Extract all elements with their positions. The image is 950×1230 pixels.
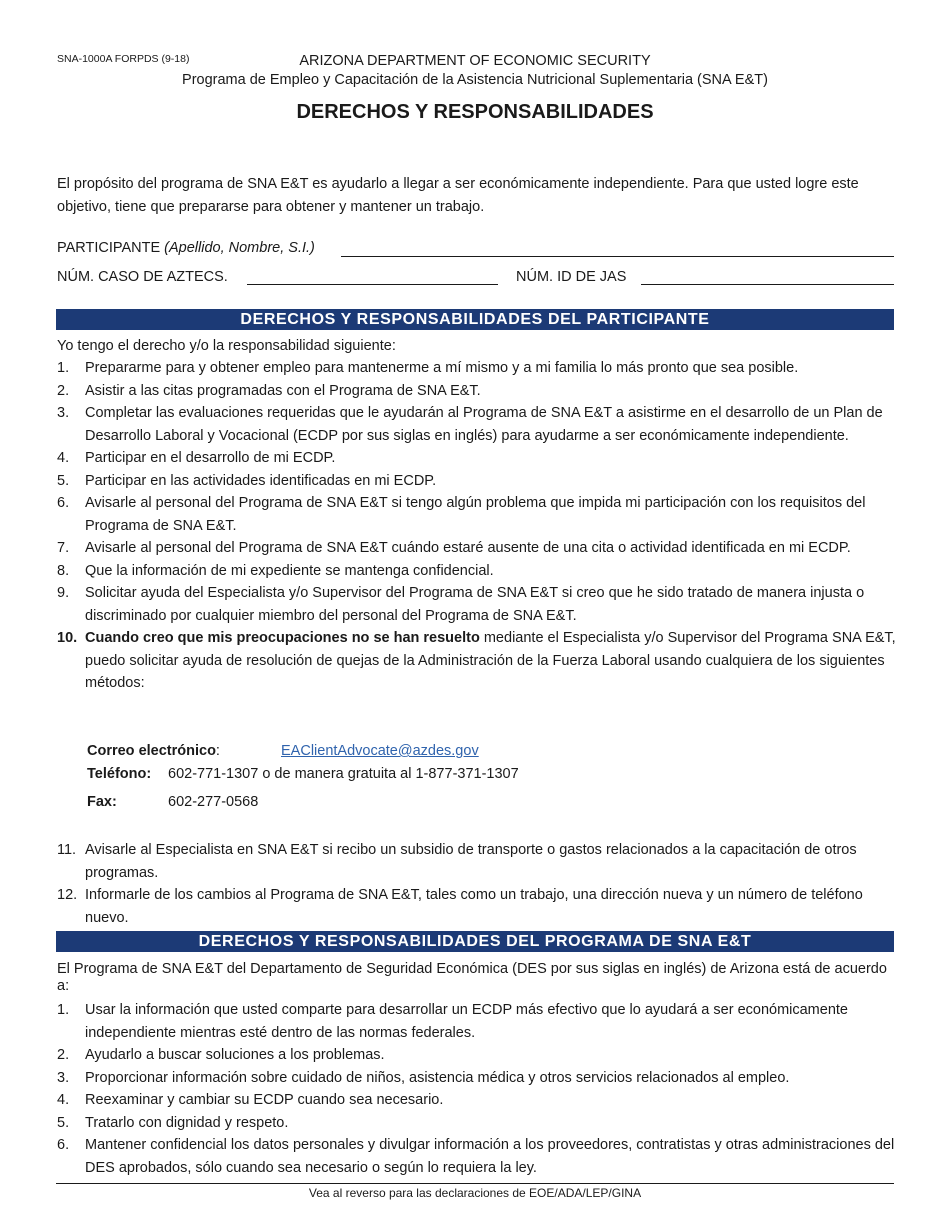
- fax-value: 602-277-0568: [168, 794, 259, 810]
- email-label: Correo electrónico: [87, 743, 216, 759]
- list-item: 1. Prepararme para y obtener empleo para mantenerme a mí mismo y a mi familia lo más pronto que sea posible.: [57, 360, 799, 376]
- participant-section-intro: Yo tengo el derecho y/o la responsabilidad siguiente:: [57, 338, 396, 354]
- program-responsibilities-list: [57, 999, 897, 1179]
- purpose-paragraph: El propósito del programa de SNA E&T es ayudarlo a llegar a ser económicamente independiente. Para que usted logre este objetivo, tiene que prepararse para obtener y mantener un trabajo.: [57, 176, 859, 215]
- list-item: 4. Participar en el desarrollo de mi ECDP.: [57, 450, 336, 466]
- list-item: 12. Informarle de los cambios al Programa de SNA E&T, tales como un trabajo, una dirección nueva y un número de teléfono nuevo.: [57, 887, 863, 926]
- program-section-heading: DERECHOS Y RESPONSABILIDADES DEL PROGRAMA DE SNA E&T: [56, 931, 894, 952]
- list-item: 1. Usar la información que usted comparte para desarrollar un ECDP más efectivo que lo ayudará a ser económicamente independiente mientras esté dentro de las normas federales.: [57, 1002, 848, 1041]
- fax-label: Fax:: [87, 794, 117, 810]
- list-item: 2. Ayudarlo a buscar soluciones a los problemas.: [57, 1047, 385, 1063]
- participant-input[interactable]: [341, 256, 894, 257]
- jas-id-label: NÚM. ID DE JAS: [516, 269, 627, 285]
- phone-value: 602-771-1307 o de manera gratuita al 1-877-371-1307: [168, 766, 519, 782]
- phone-label: Teléfono:: [87, 766, 152, 782]
- footer-note: Vea al reverso para las declaraciones de EOE/ADA/LEP/GINA: [308, 1186, 642, 1200]
- jas-id-input[interactable]: [641, 284, 894, 285]
- case-number-input[interactable]: [247, 284, 498, 285]
- email-label-row: Correo electrónico:: [87, 743, 220, 759]
- list-item: 9. Solicitar ayuda del Especialista y/o Supervisor del Programa de SNA E&T si creo que he sido tratado de manera injusta o discriminado por cualquier miembro del personal del Programa de SNA E&T.: [57, 585, 865, 624]
- list-item: 2. Asistir a las citas programadas con el Programa de SNA E&T.: [57, 382, 481, 399]
- list-item-complaints: 10. Cuando creo que mis preocupaciones no se han resuelto mediante el Especialista y/o Supervisor del Programa SNA E&T, puedo solicitar ayuda de resolución de quejas de la Administración de la Fuerza Laboral usando cualquiera de los siguientes métodos:: [57, 630, 896, 691]
- list-item: 3. Proporcionar información sobre cuidado de niños, asistencia médica y otros servicios relacionados al empleo.: [57, 1069, 790, 1086]
- participant-rights-list: [57, 357, 897, 695]
- program-section-intro: El Programa de SNA E&T del Departamento de Seguridad Económica (DES por sus siglas en inglés) de Arizona está de acuerdo a:: [57, 961, 887, 994]
- participant-rights-list-continued: [57, 839, 897, 929]
- list-item: 6. Avisarle al personal del Programa de SNA E&T si tengo algún problema que impida mi participación con los requisitos del Programa de SNA E&T.: [57, 495, 866, 534]
- list-item: 3. Completar las evaluaciones requeridas que le ayudarán al Programa de SNA E&T a asistirme en el desarrollo de un Plan de Desarrollo Laboral y Vocacional (ECDP por sus siglas en inglés) para ayudarme a ser económicamente independiente.: [57, 405, 883, 444]
- form-number: SNA-1000A FORPDS (9-18): [57, 53, 190, 65]
- participant-label: PARTICIPANTE: [57, 240, 161, 256]
- list-item: 8. Que la información de mi expediente se mantenga confidencial.: [57, 562, 494, 579]
- participant-section-heading: DERECHOS Y RESPONSABILIDADES DEL PARTICIPANTE: [56, 309, 894, 330]
- list-item: 5. Tratarlo con dignidad y respeto.: [57, 1114, 289, 1131]
- email-link[interactable]: EAClientAdvocate@azdes.gov: [281, 743, 479, 759]
- page-title: DERECHOS Y RESPONSABILIDADES: [296, 101, 654, 123]
- participant-hint: (Apellido, Nombre, S.I.): [164, 240, 315, 256]
- list-item: 11. Avisarle al Especialista en SNA E&T si recibo un subsidio de transporte o gastos relacionados a la capacitación de otros programas.: [57, 842, 857, 881]
- participant-field-label: [57, 240, 315, 256]
- list-item: 6. Mantener confidencial los datos personales y divulgar información a los proveedores, contratistas y otras administraciones del DES aprobados, sólo cuando sea necesario o según lo requiera la ley.: [57, 1137, 895, 1176]
- list-item: 7. Avisarle al personal del Programa de SNA E&T cuándo estaré ausente de una cita o actividad identificada en mi ECDP.: [57, 540, 851, 556]
- list-item: 5. Participar en las actividades identificadas en mi ECDP.: [57, 472, 437, 489]
- case-number-label: NÚM. CASO DE AZTECS.: [57, 269, 228, 285]
- footer-divider: [56, 1183, 894, 1184]
- agency-name: ARIZONA DEPARTMENT OF ECONOMIC SECURITY: [299, 53, 651, 69]
- list-item: 4. Reexaminar y cambiar su ECDP cuando sea necesario.: [57, 1092, 444, 1108]
- complaints-emphasis: Cuando creo que mis preocupaciones no se han resuelto: [85, 630, 480, 646]
- program-name: Programa de Empleo y Capacitación de la Asistencia Nutricional Suplementaria (SNA E&T): [182, 72, 768, 88]
